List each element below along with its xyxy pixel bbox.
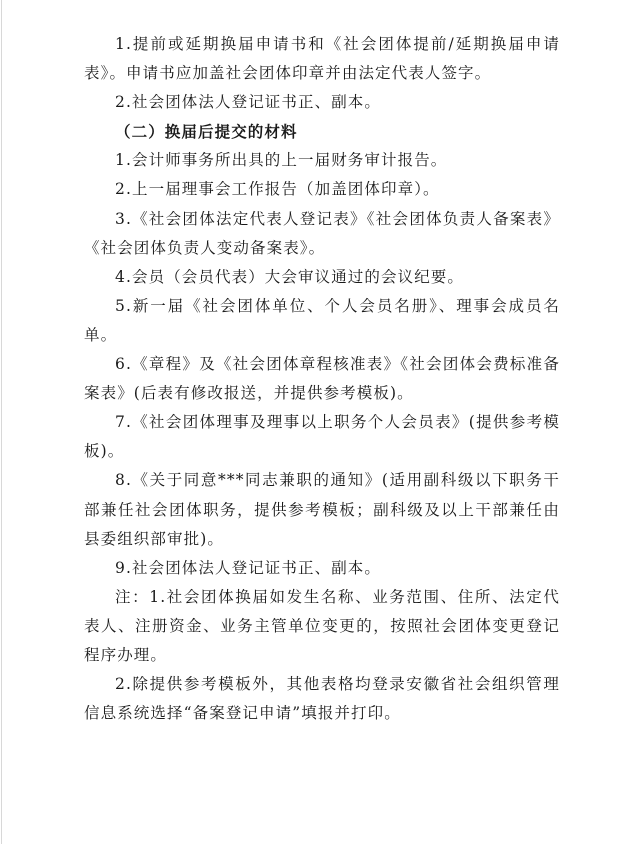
section-heading: （二）换届后提交的材料 (115, 122, 298, 142)
note-paragraph-1: 注：1.社会团体换届如发生名称、业务范围、住所、法定代表人、注册资金、业务主管单位变更的，按照社会团体变更登记程序办理。 (84, 587, 560, 664)
paragraph-item-8: 6.《章程》及《社会团体章程核准表》《社会团体会费标准备案表》(后表有修改报送，并提供参考模板)。 (84, 355, 560, 403)
paragraph-item-7: 5.新一届《社会团体单位、个人会员名册》、理事会成员名单。 (84, 296, 560, 344)
paragraph-item-11: 9.社会团体法人登记证书正、副本。 (115, 558, 381, 577)
paragraph-item-2: 2.社会团体法人登记证书正、副本。 (115, 93, 381, 112)
paragraph-item-3: 1.会计师事务所出具的上一届财务审计报告。 (115, 151, 448, 170)
paragraph-item-9: 7.《社会团体理事及理事以上职务个人会员表》(提供参考模板)。 (84, 413, 560, 461)
note-paragraph-2: 2.除提供参考模板外，其他表格均登录安徽省社会组织管理信息系统选择“备案登记申请”填报并打印。 (84, 675, 560, 723)
page-edge-divider (1, 0, 2, 844)
paragraph-item-1: 1.提前或延期换届申请书和《社会团体提前/延期换届申请表》。申请书应加盖社会团体印章并由法定代表人签字。 (84, 35, 560, 83)
paragraph-item-6: 4.会员（会员代表）大会审议通过的会议纪要。 (115, 267, 464, 286)
paragraph-item-10: 8.《关于同意***同志兼职的通知》(适用副科级以下职务干部兼任社会团体职务，提供参考模板；副科级及以上干部兼任由县委组织部审批)。 (84, 471, 560, 548)
paragraph-item-5: 3.《社会团体法定代表人登记表》《社会团体负责人备案表》《社会团体负责人变动备案表》。 (84, 209, 560, 257)
paragraph-item-4: 2.上一届理事会工作报告（加盖团体印章）。 (115, 180, 440, 199)
document-body (84, 30, 560, 728)
